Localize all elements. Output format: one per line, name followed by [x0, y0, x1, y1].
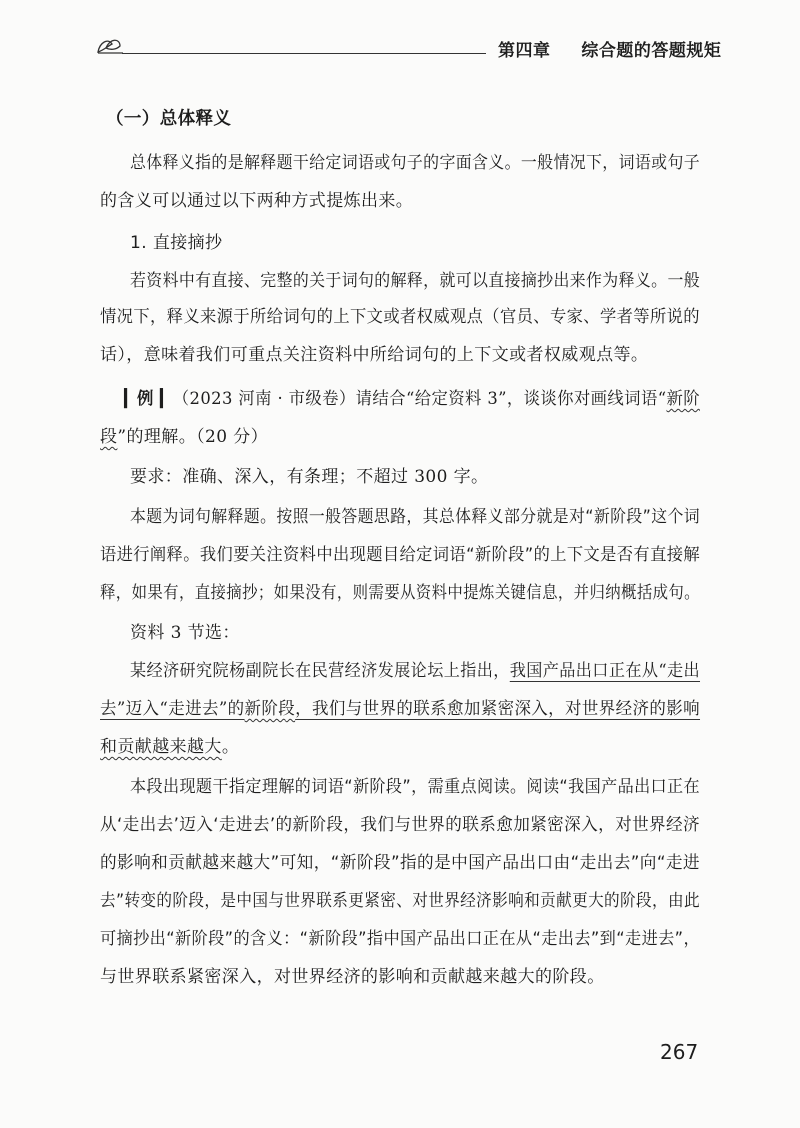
para1-line-1: 若资料中有直接、完整的关于词句的解释，就可以直接摘抄出来作为释义。一般 — [130, 271, 701, 291]
material-underlined-text: 和贡献越来越大 — [100, 737, 222, 757]
material-line-2 — [100, 698, 700, 720]
material-text: 。 — [221, 737, 240, 757]
chapter-heading — [498, 36, 721, 61]
material-line-1 — [130, 660, 700, 682]
explanation-line-2: 从‘走出去’迈入‘走进去’的新阶段，我们与世界的联系愈加紧密深入，对世界经济 — [100, 815, 701, 835]
analysis-line-1: 本题为词句解释题。按照一般答题思路，其总体释义部分就是对“新阶段”这个词 — [130, 507, 700, 527]
material-text: 某经济研究院杨副院长在民营经济发展论坛上指出， — [130, 661, 510, 681]
material-underlined-text: 去”迈入“走进去”的 — [100, 699, 245, 719]
material-title: 资料 3 节选： — [130, 623, 240, 643]
example-term-b: 段 — [100, 427, 118, 447]
example-term-a: 新阶 — [666, 389, 700, 409]
example-tag: ▎例 ▎ — [124, 389, 173, 409]
para1-line-3: 话），意味着我们可重点关注资料中所给词句的上下文或者权威观点等。 — [100, 345, 649, 365]
running-header — [0, 28, 800, 68]
subheading: 1. 直接摘抄 — [130, 233, 223, 253]
intro-line-1: 总体释义指的是解释题干给定词语或句子的字面含义。一般情况下，词语或句子 — [130, 153, 701, 173]
analysis-line-2: 语进行阐释。我们要关注资料中出现题目给定词语“新阶段”的上下文是否有直接解 — [100, 545, 701, 565]
example-line-1 — [124, 388, 700, 410]
explanation-line-1: 本段出现题干指定理解的词语“新阶段”，需重点阅读。阅读“我国产品出口正在 — [130, 777, 700, 797]
intro-line-2: 的含义可以通过以下两种方式提炼出来。 — [100, 191, 414, 211]
explanation-line-6: 与世界联系紧密深入，对世界经济的影响和贡献越来越大的阶段。 — [100, 967, 605, 987]
analysis-line-3: 释，如果有，直接摘抄；如果没有，则需要从资料中提炼关键信息，并归纳概括成句。 — [100, 583, 700, 603]
material-underlined-text: 我国产品出口正在从“走出 — [509, 661, 701, 681]
explanation-line-3: 的影响和贡献越来越大”可知，“新阶段”指的是中国产品出口由“走出去”向“走进 — [100, 853, 700, 873]
material-target-term: 新阶段 — [244, 699, 296, 719]
section-heading: （一）总体释义 — [106, 109, 232, 129]
header-rule — [122, 53, 486, 54]
example-requirement: 要求：准确、深入，有条理；不超过 300 字。 — [130, 467, 489, 487]
para1-line-2: 情况下，释义来源于所给词句的上下文或者权威观点（官员、专家、学者等所说的 — [100, 307, 700, 327]
example-question-b: ”的理解。（20 分） — [117, 427, 269, 447]
example-question-a: （2023 河南 · 市级卷）请结合“给定资料 3”，谈谈你对画线词语“ — [172, 389, 667, 409]
chapter-title-text: 综合题的答题规矩 — [581, 41, 722, 61]
leaf-ornament-icon — [96, 34, 124, 58]
material-underlined-text: ，我们与世界的联系愈加紧密深入，对世界经济的影响 — [295, 699, 701, 719]
explanation-line-5: 可摘抄出“新阶段”的含义：“新阶段”指中国产品出口正在从“走出去”到“走进去”， — [100, 929, 701, 949]
page-number: 267 — [660, 1040, 699, 1064]
material-line-3 — [100, 736, 239, 758]
example-line-2 — [100, 426, 268, 448]
explanation-line-4: 去”转变的阶段，是中国与世界联系更紧密、对世界经济影响和贡献更大的阶段，由此 — [100, 891, 700, 911]
chapter-number: 第四章 — [498, 41, 551, 61]
